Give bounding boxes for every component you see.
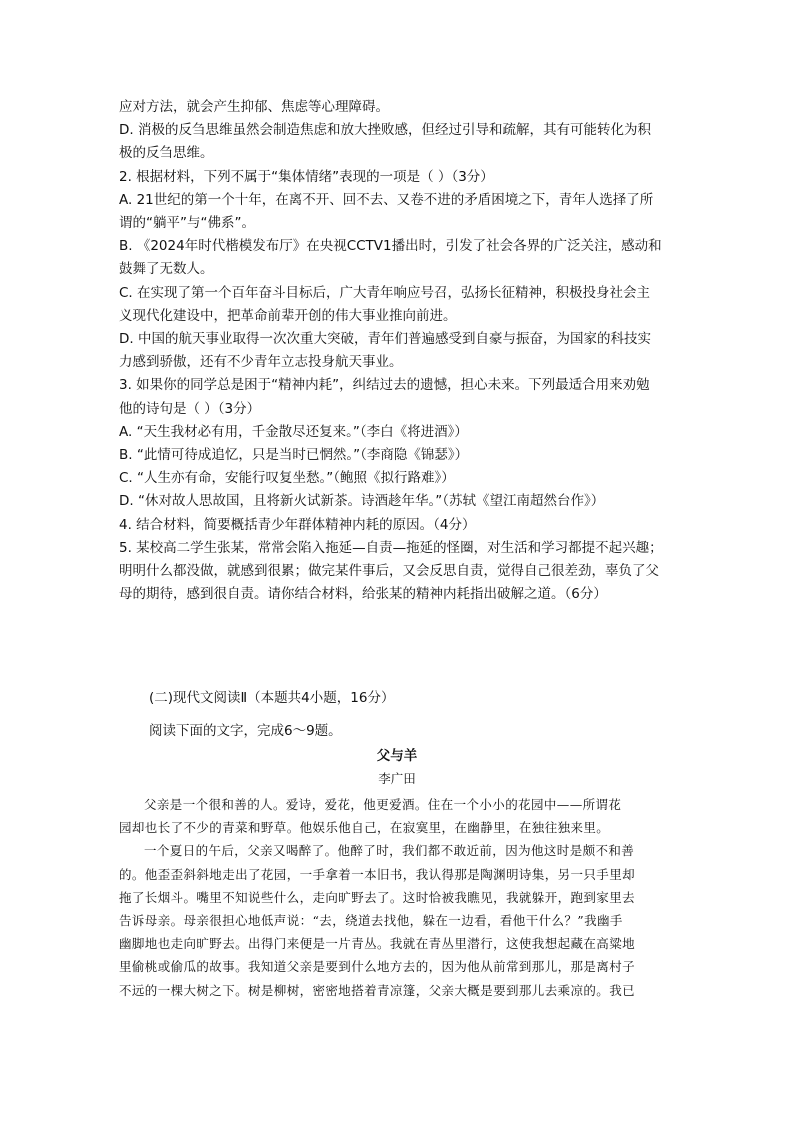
article-line: 父亲是一个很和善的人。爱诗，爱花，他更爱酒。住在一个小小的花园中——所谓花: [144, 797, 622, 812]
article-line: 一个夏日的午后，父亲又喝醉了。他醉了时，我们都不敢近前，因为他这时是颇不和善: [144, 843, 635, 859]
question-line: 明明什么都没做，就感到很累；做完某件事后，又会反思自责，觉得自己很差劲，辜负了父: [119, 563, 659, 580]
article-body: [119, 793, 689, 1002]
article-line: 园却也长了不少的青菜和野草。他娱乐他自己，在寂寞里，在幽静里，在独往独来里。: [119, 820, 610, 836]
question-section: [119, 96, 689, 606]
question-line: 4. 结合材料，简要概括青少年群体精神内耗的原因。（4分）: [119, 516, 476, 533]
article-author: 李广田: [378, 771, 416, 786]
article-line: 不远的一棵大树之下。树是柳树，密密地搭着青凉篷，父亲大概是要到那儿去乘凉的。我已: [119, 982, 636, 998]
question-line: 极的反刍思维。: [119, 145, 214, 162]
question-line: 2. 根据材料，下列不属于“集体情绪”表现的一项是（ ）（3分）: [119, 168, 494, 185]
question-line: C. 在实现了第一个百年奋斗目标后，广大青年响应号召，弘扬长征精神，积极投身社会主: [119, 284, 651, 301]
question-line: B. 《2024年时代楷模发布厅》在央视CCTV1播出时，引发了社会各界的广泛关注，感动和: [119, 238, 662, 255]
question-line: 5. 某校高二学生张某，常常会陷入拖延—自责—拖延的怪圈，对生活和学习都提不起兴趣；: [119, 539, 663, 556]
reading-instruction: 阅读下面的文字，完成6～9题。: [149, 723, 342, 739]
section-heading: (二)现代文阅读Ⅱ（本题共4小题，16分）: [149, 690, 395, 706]
question-line: 义现代化建设中，把革命前辈开创的伟大事业推向前进。: [119, 307, 457, 324]
question-line: 鼓舞了无数人。: [119, 261, 214, 278]
article-line: 幽脚地也走向旷野去。出得门来便是一片青丛。我就在青丛里潜行，这使我想起藏在高粱地: [119, 936, 636, 952]
question-line: 谓的“躺平”与“佛系”。: [119, 215, 255, 232]
question-line: D. 消极的反刍思维虽然会制造焦虑和放大挫败感，但经过引导和疏解，其有可能转化为积: [119, 122, 651, 139]
question-line: B. “此情可待成追忆，只是当时已惘然。”（李商隐《锦瑟》）: [119, 447, 469, 464]
question-line: 他的诗句是（ ）（3分）: [119, 400, 261, 417]
article-title: 父与羊: [376, 748, 418, 764]
question-line: 应对方法，就会产生抑郁、焦虑等心理障碍。: [119, 99, 389, 115]
article-line: 里偷桃或偷瓜的故事。我知道父亲是要到什么地方去的，因为他从前常到那儿，那是离村子: [119, 959, 636, 975]
question-line: 3. 如果你的同学总是困于“精神内耗”，纠结过去的遗憾，担心未来。下列最适合用来劝勉: [119, 377, 650, 394]
question-line: 母的期待，感到很自责。请你结合材料，给张某的精神内耗指出破解之道。（6分）: [119, 586, 607, 603]
question-line: C. “人生亦有命，安能行叹复坐愁。”（鲍照《拟行路难》）: [119, 470, 455, 487]
question-line: A. “天生我材必有用，千金散尽还复来。”（李白《将进酒》）: [119, 423, 468, 440]
question-line: A. 21世纪的第一个十年，在离不开、回不去、又卷不进的矛盾困境之下，青年人选择了所: [119, 191, 654, 208]
question-line: D. “休对故人思故国，且将新火试新茶。诗酒趁年华。”（苏轼《望江南超然台作》）: [119, 493, 605, 510]
question-line: D. 中国的航天事业取得一次次重大突破，青年们普遍感受到自豪与振奋，为国家的科技实: [119, 331, 651, 348]
article-line: 告诉母亲。母亲很担心地低声说：“去，绕道去找他，躲在一边看，看他干什么？”我幽手: [119, 913, 623, 929]
question-line: 力感到骄傲，还有不少青年立志投身航天事业。: [119, 354, 403, 371]
article-line: 拖了长烟斗。嘴里不知说些什么，走向旷野去了。这时恰被我瞧见，我就躲开，跑到家里去: [119, 889, 636, 905]
article-line: 的。他歪歪斜斜地走出了花园，一手拿着一本旧书，我认得那是陶渊明诗集，另一只手里却: [119, 866, 636, 882]
